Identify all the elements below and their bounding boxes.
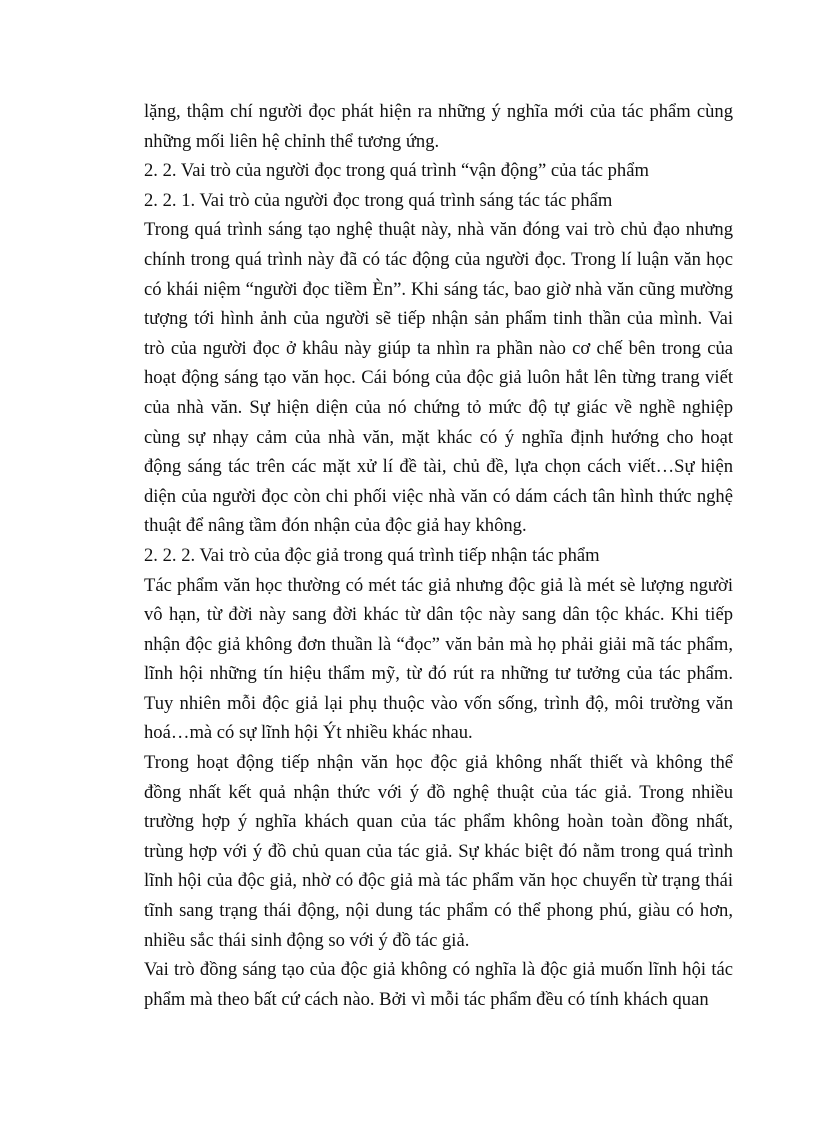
text-line: động sáng tác trên các mặt xử lí đề tài, chủ đề, lựa chọn cách viết…Sự hiện — [144, 456, 733, 478]
text-line: của nhà văn. Sự hiện diện của nó chứng tỏ mức độ tự giác về nghề nghiệp — [144, 396, 733, 418]
text-line: có khái niệm “người đọc tiềm Èn”. Khi sáng tác, bao giờ nhà văn cũng mường — [144, 278, 733, 300]
text-line: 2. 2. 2. Vai trò của độc giả trong quá trình tiếp nhận tác phẩm — [144, 544, 600, 566]
text-line: nhận độc giả không đơn thuần là “đọc” văn bản mà họ phải giải mã tác phẩm, — [144, 633, 733, 655]
text-line: chính trong quá trình này đã có tác động của người đọc. Trong lí luận văn học — [144, 248, 733, 270]
text-line: lĩnh hội của độc giả, nhờ có độc giả mà tác phẩm văn học chuyển từ trạng thái — [144, 870, 733, 892]
text-line: vô hạn, từ đời này sang đời khác từ dân tộc này sang dân tộc khác. Khi tiếp — [144, 604, 733, 626]
text-line: cùng sự nhạy cảm của nhà văn, mặt khác có ý nghĩa định hướng cho hoạt — [144, 426, 733, 448]
text-line: Tác phẩm văn học thường có mét tác giả nhưng độc giả là mét sè lượng người — [144, 574, 733, 596]
text-line: tượng tới hình ảnh của người sẽ tiếp nhận sản phẩm tinh thần của mình. Vai — [144, 308, 733, 330]
text-line: tĩnh sang trạng thái động, nội dung tác phẩm có thể phong phú, giàu có hơn, — [144, 900, 733, 922]
text-line: những mối liên hệ chỉnh thể tương ứng. — [144, 130, 440, 152]
text-line: hoạt động sáng tạo văn học. Cái bóng của độc giả luôn hắt lên từng trang viết — [144, 367, 733, 389]
document-body — [144, 97, 733, 1014]
text-line: trường hợp ý nghĩa khách quan của tác phẩm không hoàn toàn đồng nhất, — [144, 811, 733, 833]
text-line: lĩnh hội những tín hiệu thẩm mỹ, từ đó rút ra những tư tưởng của tác phẩm. — [144, 663, 733, 685]
text-line: hoá…mà có sự lĩnh hội Ýt nhiều khác nhau. — [144, 722, 473, 744]
text-line: nhiều sắc thái sinh động so với ý đồ tác giả. — [144, 929, 470, 951]
text-line: Vai trò đồng sáng tạo của độc giả không có nghĩa là độc giả muốn lĩnh hội tác — [144, 959, 733, 981]
text-line: 2. 2. Vai trò của người đọc trong quá trình “vận động” của tác phẩm — [144, 160, 649, 182]
text-line: Tuy nhiên mỗi độc giả lại phụ thuộc vào vốn sống, trình độ, môi trường văn — [144, 692, 733, 714]
text-line: diện của người đọc còn chi phối việc nhà văn có dám cách tân hình thức nghệ — [144, 485, 733, 507]
text-line: trùng hợp với ý đồ chủ quan của tác giả. Sự khác biệt đó nằm trong quá trình — [144, 840, 733, 862]
text-line: 2. 2. 1. Vai trò của người đọc trong quá trình sáng tác tác phẩm — [144, 189, 613, 211]
text-line: phẩm mà theo bất cứ cách nào. Bởi vì mỗi tác phẩm đều có tính khách quan — [144, 988, 709, 1010]
text-line: đồng nhất kết quả nhận thức với ý đồ nghệ thuật của tác giả. Trong nhiều — [144, 781, 733, 803]
text-line: thuật để nâng tầm đón nhận của độc giả hay không. — [144, 515, 527, 537]
text-line: Trong quá trình sáng tạo nghệ thuật này, nhà văn đóng vai trò chủ đạo nhưng — [144, 219, 733, 241]
text-line: Trong hoạt động tiếp nhận văn học độc giả không nhất thiết và không thể — [144, 752, 733, 774]
text-line: trò của người đọc ở khâu này giúp ta nhìn ra phần nào cơ chế bên trong của — [144, 337, 733, 359]
text-line: lặng, thậm chí người đọc phát hiện ra những ý nghĩa mới của tác phẩm cùng — [144, 101, 733, 122]
